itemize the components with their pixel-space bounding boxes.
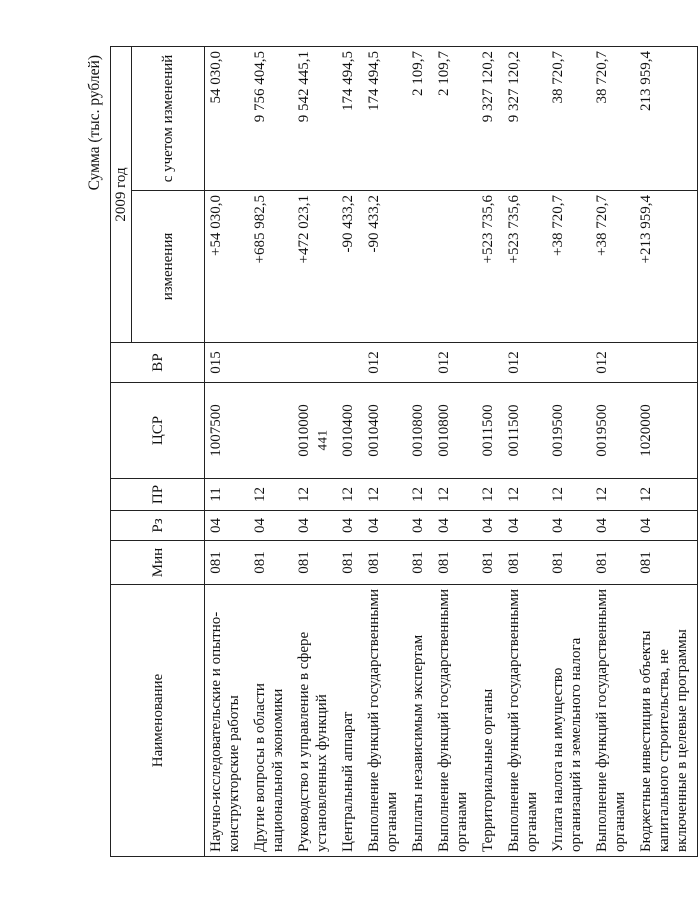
cell-min: 081 bbox=[293, 541, 337, 585]
table-row bbox=[477, 46, 503, 856]
cell-min: 081 bbox=[477, 541, 503, 585]
cell-min: 081 bbox=[503, 541, 547, 585]
cell-csr: 0011500 bbox=[503, 383, 547, 479]
cell-total: 174 494,5 bbox=[363, 46, 407, 190]
budget-table bbox=[110, 46, 698, 857]
cell-name: Территориальные органы bbox=[477, 585, 503, 857]
header-changes: изменения bbox=[132, 191, 205, 343]
cell-csr: 0010400 bbox=[363, 383, 407, 479]
cell-csr: 1007500 bbox=[205, 383, 250, 479]
header-year: 2009 год bbox=[111, 46, 132, 342]
cell-pr: 12 bbox=[503, 479, 547, 511]
cell-rz: 04 bbox=[477, 511, 503, 541]
cell-pr: 12 bbox=[293, 479, 337, 511]
cell-name: Научно-исследовательские и опытно-конструкторские работы bbox=[205, 585, 250, 857]
cell-change: +38 720,7 bbox=[591, 191, 635, 343]
cell-total: 54 030,0 bbox=[205, 46, 250, 190]
cell-csr bbox=[249, 383, 293, 479]
table-row bbox=[363, 46, 407, 856]
cell-csr: 0010400 bbox=[337, 383, 363, 479]
cell-vr bbox=[293, 343, 337, 383]
cell-name: Центральный аппарат bbox=[337, 585, 363, 857]
cell-change: +685 982,5 bbox=[249, 191, 293, 343]
cell-pr: 12 bbox=[591, 479, 635, 511]
cell-total: 2 109,7 bbox=[433, 46, 477, 190]
table-row bbox=[407, 46, 433, 856]
cell-total: 213 959,4 bbox=[635, 46, 698, 190]
table-row bbox=[293, 46, 337, 856]
cell-change: -90 433,2 bbox=[363, 191, 407, 343]
cell-pr: 12 bbox=[249, 479, 293, 511]
cell-name: Бюджетные инвестиции в объекты капитального строительства, не включенные в целевые программы bbox=[635, 585, 698, 857]
table-row bbox=[205, 46, 250, 856]
landscape-page bbox=[86, 47, 690, 857]
cell-pr: 11 bbox=[205, 479, 250, 511]
cell-pr: 12 bbox=[547, 479, 591, 511]
table-row bbox=[635, 46, 698, 856]
cell-vr: 012 bbox=[433, 343, 477, 383]
header-csr: ЦСР bbox=[111, 383, 205, 479]
cell-total: 174 494,5 bbox=[337, 46, 363, 190]
cell-rz: 04 bbox=[547, 511, 591, 541]
cell-name: Руководство и управление в сфере установленных функций bbox=[293, 585, 337, 857]
cell-rz: 04 bbox=[433, 511, 477, 541]
cell-rz: 04 bbox=[363, 511, 407, 541]
cell-csr: 0010800 bbox=[433, 383, 477, 479]
cell-rz: 04 bbox=[407, 511, 433, 541]
table-row bbox=[249, 46, 293, 856]
cell-csr: 0011500 bbox=[477, 383, 503, 479]
cell-change: +54 030,0 bbox=[205, 191, 250, 343]
cell-total: 2 109,7 bbox=[407, 46, 433, 190]
cell-name: Выполнение функций государственными органами bbox=[503, 585, 547, 857]
cell-csr: 0019500 bbox=[591, 383, 635, 479]
header-vr: ВР bbox=[111, 343, 205, 383]
cell-pr: 12 bbox=[337, 479, 363, 511]
cell-total: 9 542 445,1 bbox=[293, 46, 337, 190]
cell-rz: 04 bbox=[249, 511, 293, 541]
cell-csr: 0019500 bbox=[547, 383, 591, 479]
cell-csr: 0010800 bbox=[407, 383, 433, 479]
cell-min: 081 bbox=[249, 541, 293, 585]
table-row bbox=[547, 46, 591, 856]
cell-vr bbox=[477, 343, 503, 383]
cell-name: Выполнение функций государственными органами bbox=[433, 585, 477, 857]
cell-vr bbox=[337, 343, 363, 383]
cell-rz: 04 bbox=[635, 511, 698, 541]
cell-change: +38 720,7 bbox=[547, 191, 591, 343]
table-row bbox=[591, 46, 635, 856]
cell-vr bbox=[635, 343, 698, 383]
cell-name: Выплаты независимым экспертам bbox=[407, 585, 433, 857]
sum-caption: Сумма (тыс. рублей) bbox=[86, 55, 103, 191]
cell-change: +523 735,6 bbox=[477, 191, 503, 343]
cell-total: 38 720,7 bbox=[547, 46, 591, 190]
cell-pr: 12 bbox=[433, 479, 477, 511]
cell-rz: 04 bbox=[205, 511, 250, 541]
cell-rz: 04 bbox=[293, 511, 337, 541]
cell-vr bbox=[547, 343, 591, 383]
table-row bbox=[337, 46, 363, 856]
cell-name: Выполнение функций государственными органами bbox=[363, 585, 407, 857]
header-rz: Рз bbox=[111, 511, 205, 541]
cell-min: 081 bbox=[337, 541, 363, 585]
cell-total: 9 327 120,2 bbox=[503, 46, 547, 190]
cell-min: 081 bbox=[205, 541, 250, 585]
header-name: Наименование bbox=[111, 585, 205, 857]
header-min: Мин bbox=[111, 541, 205, 585]
page-number: 441 bbox=[314, 429, 330, 451]
cell-pr: 12 bbox=[477, 479, 503, 511]
cell-change: -90 433,2 bbox=[337, 191, 363, 343]
cell-min: 081 bbox=[407, 541, 433, 585]
cell-vr: 015 bbox=[205, 343, 250, 383]
table-row bbox=[503, 46, 547, 856]
cell-vr: 012 bbox=[591, 343, 635, 383]
cell-change: +213 959,4 bbox=[635, 191, 698, 343]
cell-vr bbox=[407, 343, 433, 383]
cell-rz: 04 bbox=[503, 511, 547, 541]
cell-min: 081 bbox=[433, 541, 477, 585]
cell-total: 9 327 120,2 bbox=[477, 46, 503, 190]
table-header-row bbox=[111, 46, 132, 856]
cell-pr: 12 bbox=[407, 479, 433, 511]
header-pr: ПР bbox=[111, 479, 205, 511]
cell-pr: 12 bbox=[635, 479, 698, 511]
cell-csr: 1020000 bbox=[635, 383, 698, 479]
cell-rz: 04 bbox=[591, 511, 635, 541]
cell-change: +472 023,1 bbox=[293, 191, 337, 343]
cell-total: 9 756 404,5 bbox=[249, 46, 293, 190]
cell-change bbox=[407, 191, 433, 343]
cell-change: +523 735,6 bbox=[503, 191, 547, 343]
cell-csr: 0010000 bbox=[293, 383, 337, 479]
cell-name: Выполнение функций государственными органами bbox=[591, 585, 635, 857]
cell-rz: 04 bbox=[337, 511, 363, 541]
cell-pr: 12 bbox=[363, 479, 407, 511]
cell-min: 081 bbox=[547, 541, 591, 585]
cell-name: Уплата налога на имущество организаций и земельного налога bbox=[547, 585, 591, 857]
cell-min: 081 bbox=[635, 541, 698, 585]
cell-vr bbox=[249, 343, 293, 383]
header-with-changes: с учетом изменений bbox=[132, 46, 205, 190]
cell-vr: 012 bbox=[363, 343, 407, 383]
table-row bbox=[433, 46, 477, 856]
cell-name: Другие вопросы в области национальной экономики bbox=[249, 585, 293, 857]
cell-min: 081 bbox=[591, 541, 635, 585]
cell-min: 081 bbox=[363, 541, 407, 585]
cell-total: 38 720,7 bbox=[591, 46, 635, 190]
cell-vr: 012 bbox=[503, 343, 547, 383]
cell-change bbox=[433, 191, 477, 343]
